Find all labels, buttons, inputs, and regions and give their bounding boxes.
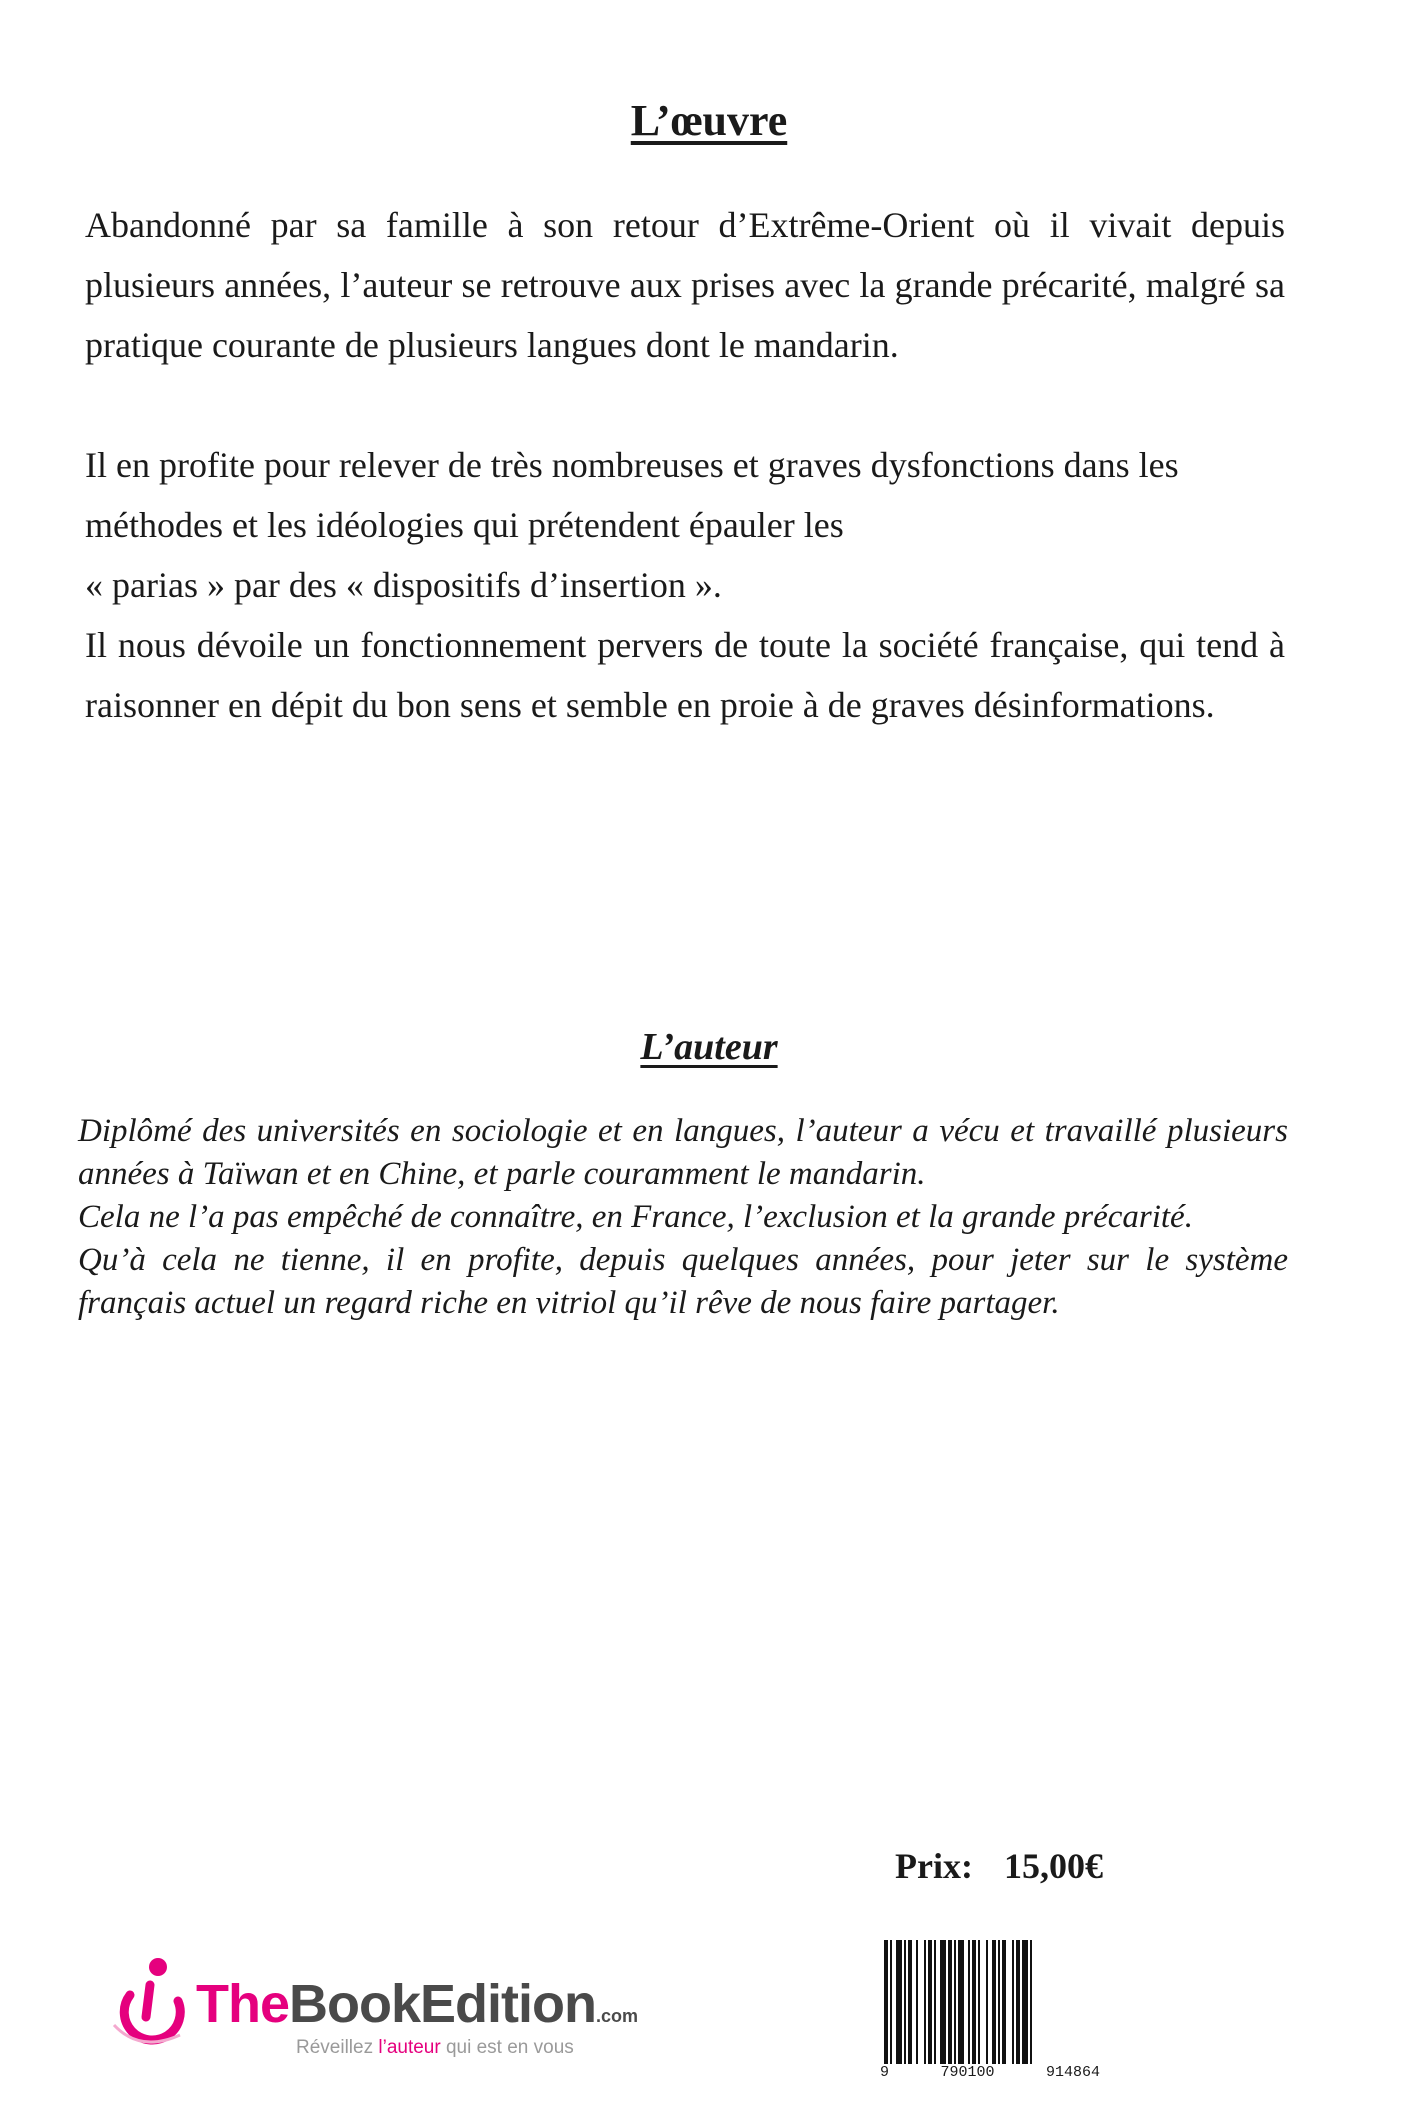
barcode <box>880 1940 1100 2090</box>
auteur-text <box>78 1110 1288 1325</box>
oeuvre-paragraph-3: « parias » par des « dispositifs d’insertion ». <box>85 565 722 605</box>
price-value: 15,00€ <box>1003 1846 1103 1886</box>
publisher-tagline: Réveillez l’auteur qui est en vous <box>296 2037 574 2058</box>
oeuvre-paragraph-1: Abandonné par sa famille à son retour d’Extrême-Orient où il vivait depuis plusieurs années, l’auteur se retrouve aux prises avec la grande précarité, malgré sa pratique courante de plusieurs langues dont le mandarin. <box>85 205 1285 365</box>
auteur-paragraph-3: Qu’à cela ne tienne, il en profite, depuis quelques années, pour jeter sur le système français actuel un regard riche en vitriol qu’il rêve de nous faire partager. <box>78 1242 1288 1321</box>
price-label: Prix: <box>895 1846 973 1886</box>
oeuvre-paragraph-4: Il nous dévoile un fonctionnement pervers de toute la société française, qui tend à raisonner en dépit du bon sens et semble en proie à de graves désinformations. <box>85 625 1285 725</box>
oeuvre-title: L’œuvre <box>630 96 788 145</box>
publisher-logo <box>100 1955 700 2065</box>
auteur-paragraph-2: Cela ne l’a pas empêché de connaître, en France, l’exclusion et la grande précarité. <box>78 1199 1193 1235</box>
auteur-paragraph-1: Diplômé des universités en sociologie et en langues, l’auteur a vécu et travaillé plusieurs années à Taïwan et en Chine, et parle couramment le mandarin. <box>78 1113 1288 1192</box>
oeuvre-paragraph-2: Il en profite pour relever de très nombreuses et graves dysfonctions dans les méthodes et les idéologies qui prétendent épauler les <box>85 445 1179 545</box>
auteur-title: L’auteur <box>640 1026 778 1068</box>
barcode-digits: 9 790100 914864 <box>880 2064 1100 2081</box>
price <box>895 1845 1103 1887</box>
barcode-bars <box>880 1940 1100 2070</box>
publisher-logo-icon <box>100 1955 200 2055</box>
publisher-name: TheBookEdition.com <box>196 1974 638 2034</box>
